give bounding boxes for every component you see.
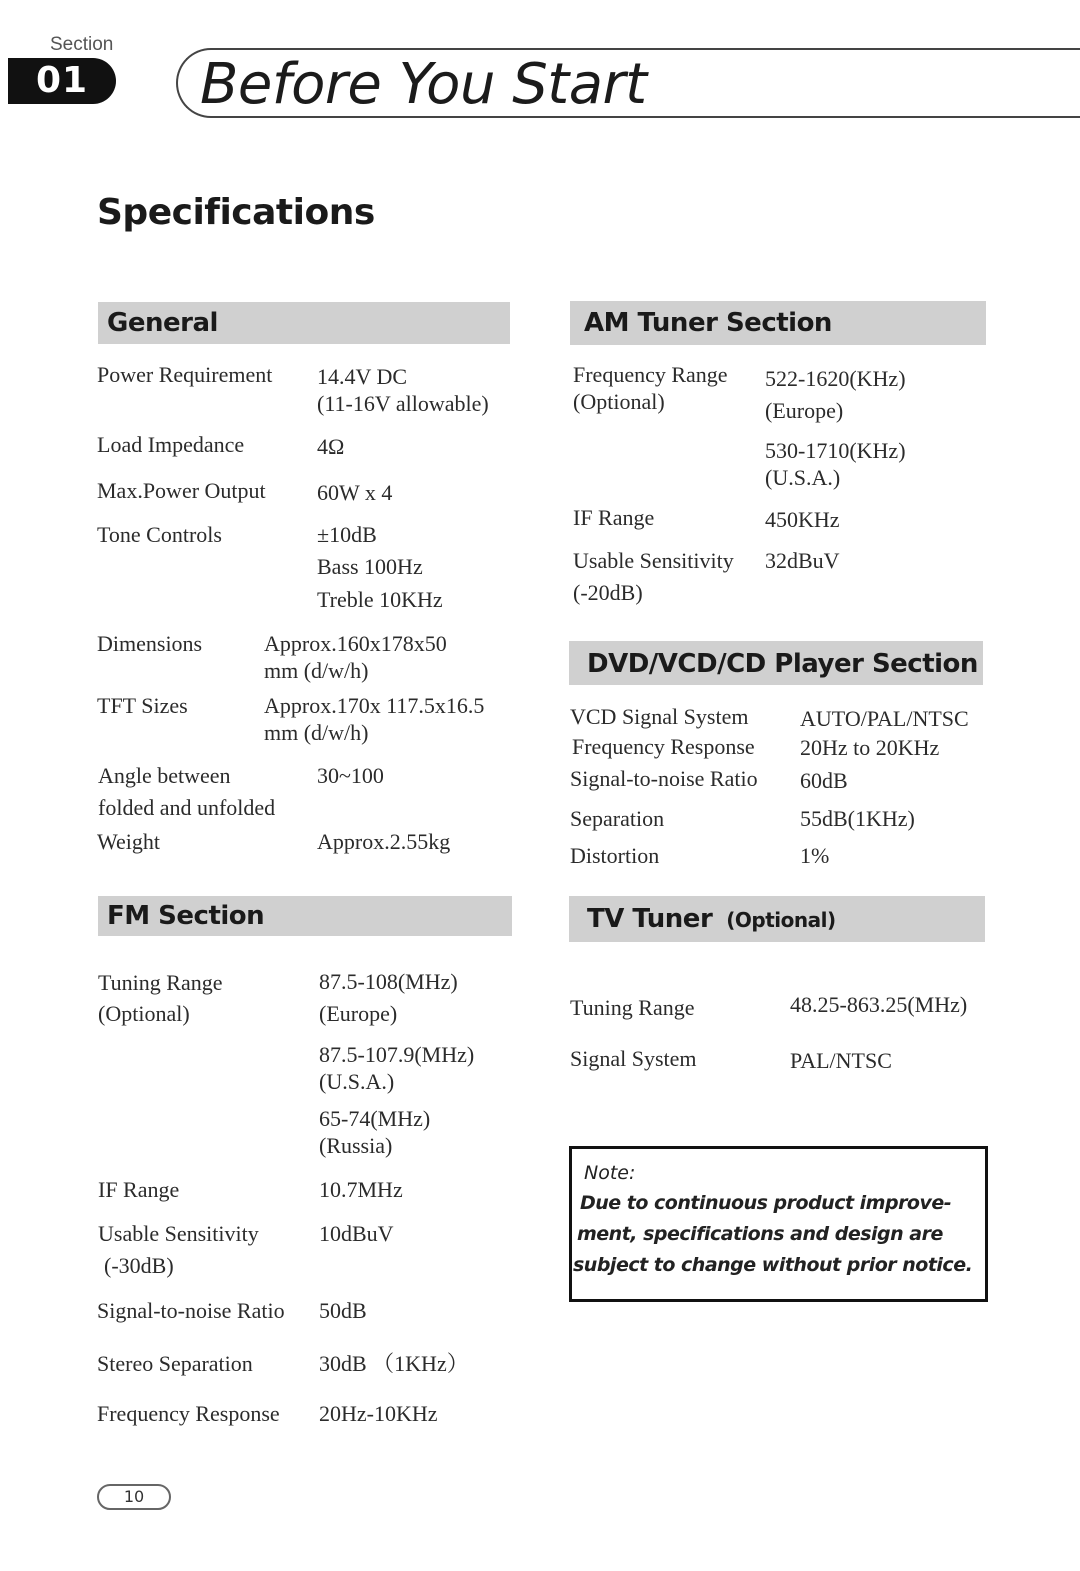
spec-value: 30dB （1KHz） bbox=[319, 1351, 469, 1376]
spec-label: Weight bbox=[97, 829, 160, 854]
spec-label: Dimensions bbox=[97, 631, 203, 656]
specifications-heading: Specifications bbox=[97, 192, 375, 233]
spec-value: 60W x 4 bbox=[317, 480, 393, 505]
spec-label: Max.Power Output bbox=[97, 478, 266, 503]
spec-label: Frequency Response bbox=[572, 734, 755, 759]
spec-value: 50dB bbox=[319, 1298, 367, 1323]
spec-label: (-30dB) bbox=[104, 1253, 174, 1278]
spec-value: (U.S.A.) bbox=[319, 1069, 395, 1094]
spec-label: folded and unfolded bbox=[98, 795, 276, 820]
spec-value: (U.S.A.) bbox=[765, 465, 841, 490]
spec-label: IF Range bbox=[573, 505, 655, 530]
note-text-line: subject to change without prior notice. bbox=[573, 1254, 973, 1276]
spec-value: 522-1620(KHz) bbox=[765, 366, 906, 391]
spec-value: (11-16V allowable) bbox=[317, 391, 489, 416]
spec-label: Signal System bbox=[570, 1046, 697, 1071]
spec-value: Treble 10KHz bbox=[317, 587, 443, 612]
spec-value: (Russia) bbox=[319, 1133, 393, 1158]
fm-section-header bbox=[98, 896, 512, 936]
tv-title: TV Tuner bbox=[587, 904, 713, 934]
spec-label: Tuning Range bbox=[570, 995, 695, 1020]
spec-label: Signal-to-noise Ratio bbox=[570, 766, 758, 791]
spec-value: 48.25-863.25(MHz) bbox=[790, 992, 968, 1017]
spec-value: 10.7MHz bbox=[319, 1177, 403, 1202]
spec-label: Usable Sensitivity bbox=[573, 548, 734, 573]
am-title: AM Tuner Section bbox=[584, 308, 832, 338]
spec-value: 55dB(1KHz) bbox=[800, 806, 915, 831]
spec-value: (Europe) bbox=[765, 398, 844, 423]
spec-value: 87.5-107.9(MHz) bbox=[319, 1042, 475, 1067]
spec-value: mm (d/w/h) bbox=[264, 658, 369, 683]
spec-value: 65-74(MHz) bbox=[319, 1106, 431, 1131]
general-title: General bbox=[107, 308, 218, 338]
spec-value: 32dBuV bbox=[765, 548, 840, 573]
note-text-line: ment, specifications and design are bbox=[577, 1223, 943, 1245]
section-label: Section bbox=[50, 34, 114, 55]
spec-label: Distortion bbox=[570, 843, 660, 868]
spec-label: Usable Sensitivity bbox=[98, 1221, 259, 1246]
spec-label: Separation bbox=[570, 806, 665, 831]
dvd-section-header bbox=[569, 641, 983, 685]
spec-value: 4Ω bbox=[317, 434, 345, 459]
note-text-line: Due to continuous product improve- bbox=[580, 1192, 952, 1214]
spec-value: 60dB bbox=[800, 768, 848, 793]
spec-label: (-20dB) bbox=[573, 580, 643, 605]
spec-value: ±10dB bbox=[317, 522, 377, 547]
fm-title: FM Section bbox=[107, 901, 265, 931]
spec-value: Approx.2.55kg bbox=[317, 829, 451, 854]
spec-value: mm (d/w/h) bbox=[264, 720, 369, 745]
dvd-title: DVD/VCD/CD Player Section bbox=[587, 649, 978, 679]
tv-section-header bbox=[569, 896, 985, 942]
spec-label: Tone Controls bbox=[97, 522, 222, 547]
general-section-header bbox=[98, 302, 510, 344]
spec-label: VCD Signal System bbox=[570, 704, 749, 729]
spec-value: 20Hz to 20KHz bbox=[800, 735, 940, 760]
spec-label: TFT Sizes bbox=[97, 693, 188, 718]
page-number: 10 bbox=[97, 1484, 171, 1510]
spec-label: Angle between bbox=[98, 763, 231, 788]
spec-label: Load Impedance bbox=[97, 432, 245, 457]
spec-label: IF Range bbox=[98, 1177, 180, 1202]
note-title: Note: bbox=[584, 1162, 636, 1184]
spec-value: 530-1710(KHz) bbox=[765, 438, 906, 463]
section-number-badge: 01 bbox=[8, 58, 116, 104]
spec-value: 450KHz bbox=[765, 507, 840, 532]
am-section-header bbox=[570, 301, 986, 345]
spec-value: 20Hz-10KHz bbox=[319, 1401, 438, 1426]
spec-value: Bass 100Hz bbox=[317, 554, 423, 579]
spec-label: Signal-to-noise Ratio bbox=[97, 1298, 285, 1323]
page-title: Before You Start bbox=[200, 52, 647, 117]
spec-value: Approx.160x178x50 bbox=[264, 631, 447, 656]
spec-label: (Optional) bbox=[98, 1001, 190, 1026]
spec-value: 30~100 bbox=[317, 763, 384, 788]
spec-label: Frequency Response bbox=[97, 1401, 280, 1426]
spec-value: PAL/NTSC bbox=[790, 1048, 892, 1073]
spec-label: (Optional) bbox=[573, 389, 665, 414]
spec-value: 1% bbox=[800, 843, 830, 868]
spec-value: 87.5-108(MHz) bbox=[319, 969, 458, 994]
spec-label: Power Requirement bbox=[97, 362, 273, 387]
tv-subtitle: (Optional) bbox=[726, 908, 836, 932]
spec-value: Approx.170x 117.5x16.5 bbox=[264, 693, 485, 718]
spec-value: (Europe) bbox=[319, 1001, 398, 1026]
spec-label: Frequency Range bbox=[573, 362, 728, 387]
spec-label: Stereo Separation bbox=[97, 1351, 253, 1376]
spec-value: 14.4V DC bbox=[317, 364, 408, 389]
spec-value: 10dBuV bbox=[319, 1221, 394, 1246]
spec-label: Tuning Range bbox=[98, 970, 223, 995]
spec-value: AUTO/PAL/NTSC bbox=[800, 706, 969, 731]
